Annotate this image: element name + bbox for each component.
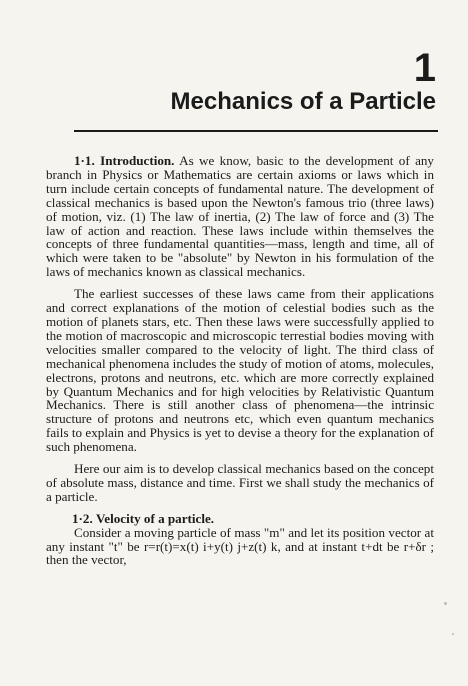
section-2-paragraph-1: Consider a moving particle of mass "m" and let its position vector at any instant "t" be r=r(t)=x(t) i+y(t) j+z(t) k, and at instant t+dt be r+δr ; then the vector, bbox=[46, 524, 434, 568]
section-1-paragraph-1 bbox=[46, 154, 434, 279]
section-2-number: 1·2. bbox=[72, 510, 93, 526]
scan-speck bbox=[452, 633, 454, 635]
section-2-title: Velocity of a particle. bbox=[96, 510, 215, 526]
chapter-number: 1 bbox=[413, 46, 436, 90]
section-2-heading bbox=[46, 512, 434, 526]
section-1-paragraph-3: Here our aim is to develop classical mechanics based on the concept of absolute mass, distance and time. First we shall study the mechanics of a particle. bbox=[46, 461, 434, 504]
chapter-body bbox=[46, 154, 434, 567]
section-1-title: Introduction. bbox=[100, 153, 175, 168]
title-rule bbox=[74, 130, 438, 132]
scan-speck bbox=[444, 602, 447, 605]
chapter-title: Mechanics of a Particle bbox=[170, 88, 436, 115]
section-1-paragraph-1-text: As we know, basic to the development of any branch in Physics or Mathematics are certain axioms or laws which in turn include certain concepts of fundamental nature. The development of classical mechanics is based upon the Newton's famous trio (three laws) of motion, viz. (1) The law of inertia, (2) The law of force and (3) The law of action and reaction. These laws include within themselves the concepts of three fundamental quantities—mass, length and time, all of which were taken to be "absolute" by Newton in his formulation of the laws of mechanics known as classical mechanics. bbox=[46, 153, 434, 280]
section-1-paragraph-2: The earliest successes of these laws came from their applications and correct explanations of the motion of celestial bodies such as the motion of planets stars, etc. Then these laws were successfully applied to the motion of macroscopic and microscopic terrestial bodies moving with velocities smaller compared to the velocity of light. The third class of mechanical phenomena includes the study of motion of atoms, molecules, electrons, protons and neutrons, etc. which are more correctly explained by Quantum Mechanics and for high velocities by Relativistic Quantum Mechanics. There is still another class of phenomena—the intrinsic structure of protons and neutrons etc, which even quantum mechanics fails to explain and Physics is yet to devise a theory for the explanation of such phenomena. bbox=[46, 286, 434, 455]
section-1-number: 1·1. bbox=[74, 153, 95, 168]
